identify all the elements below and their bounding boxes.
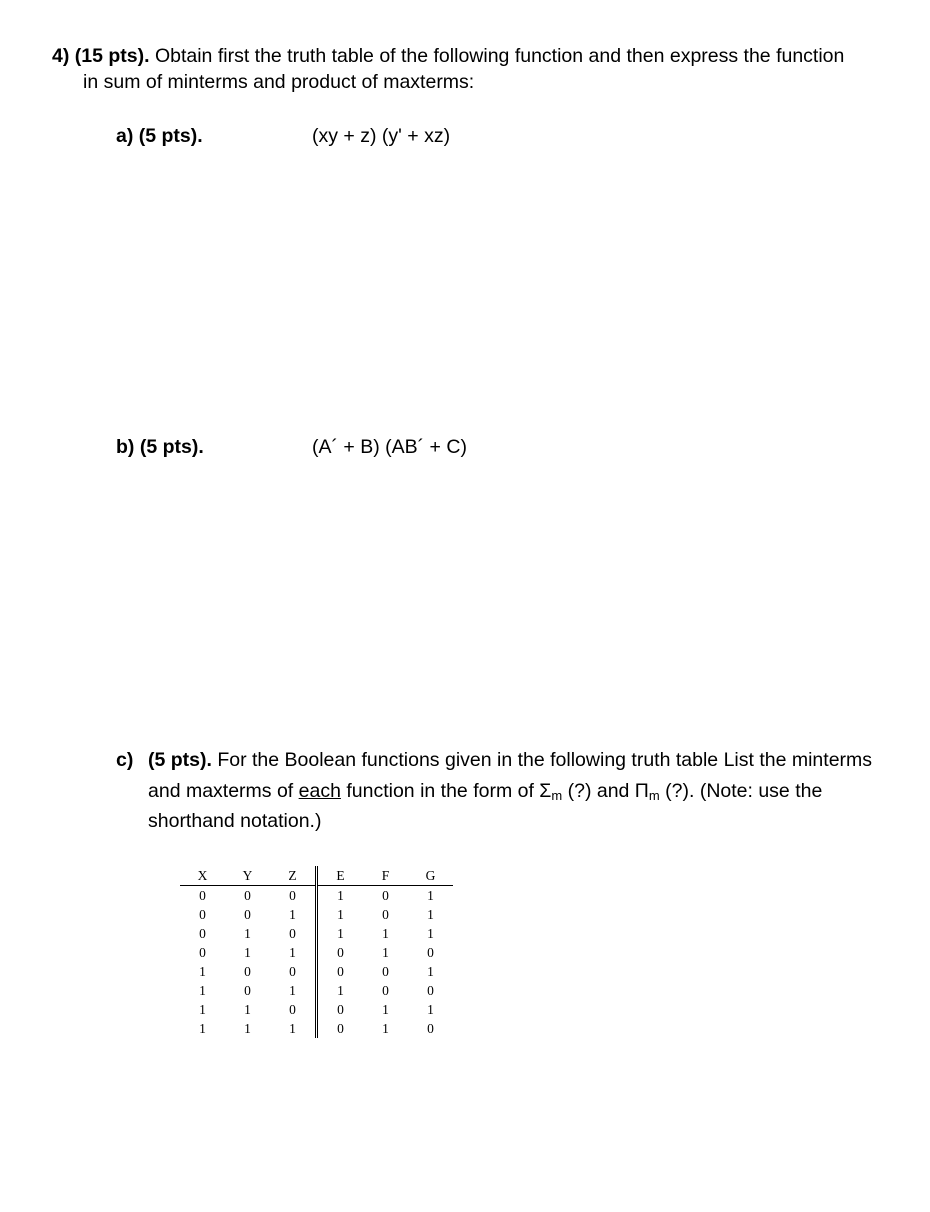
table-row xyxy=(180,981,453,1000)
header-e: E xyxy=(317,866,364,886)
table-cell: 0 xyxy=(317,943,364,962)
table-cell: 1 xyxy=(199,983,206,998)
question-text-line2: in sum of minterms and product of maxterms: xyxy=(83,71,475,93)
table-cell: 1 xyxy=(289,907,296,922)
table-cell: 0 xyxy=(199,926,206,941)
table-cell: 1 xyxy=(427,907,434,922)
table-row xyxy=(180,962,453,981)
table-cell: 0 xyxy=(382,964,389,979)
table-cell: 0 xyxy=(289,926,296,941)
header-x: X xyxy=(180,866,225,886)
part-c-underlined-word: each xyxy=(298,779,341,802)
table-cell: 0 xyxy=(289,888,296,903)
table-cell: 1 xyxy=(289,1021,296,1036)
table-cell: 1 xyxy=(382,1002,389,1017)
part-c-body xyxy=(148,745,906,837)
table-cell: 1 xyxy=(244,1002,251,1017)
question-points: (15 pts). xyxy=(74,45,150,67)
table-cell: 0 xyxy=(382,907,389,922)
table-cell: 0 xyxy=(317,962,364,981)
part-c xyxy=(116,745,906,837)
part-c-text-3: (?) and Π xyxy=(562,779,649,802)
table-row xyxy=(180,943,453,962)
table-cell: 1 xyxy=(199,1021,206,1036)
part-c-label: c) xyxy=(116,749,134,771)
table-cell: 1 xyxy=(317,924,364,943)
table-cell: 1 xyxy=(427,1002,434,1017)
table-cell: 1 xyxy=(199,964,206,979)
header-z: Z xyxy=(270,866,317,886)
table-cell: 1 xyxy=(289,983,296,998)
table-cell: 0 xyxy=(199,907,206,922)
part-c-sub-m1: m xyxy=(551,787,563,803)
question-number: 4) xyxy=(52,45,70,67)
table-cell: 1 xyxy=(382,945,389,960)
question-header xyxy=(52,43,912,95)
table-row xyxy=(180,905,453,924)
table-row xyxy=(180,1000,453,1019)
part-c-text-2: function in the form of Σ xyxy=(340,779,552,802)
table-cell: 1 xyxy=(244,1021,251,1036)
table-cell: 1 xyxy=(317,886,364,906)
part-a-label: a) (5 pts). xyxy=(116,125,203,147)
table-row xyxy=(180,1019,453,1038)
table-cell: 1 xyxy=(382,926,389,941)
part-a-expression: (xy + z) (y' + xz) xyxy=(312,125,451,147)
table-cell: 0 xyxy=(244,964,251,979)
question-text-line1: Obtain first the truth table of the following function and then express the function xyxy=(149,45,845,67)
table-cell: 1 xyxy=(244,945,251,960)
table-cell: 0 xyxy=(199,945,206,960)
table-row xyxy=(180,924,453,943)
part-c-points: (5 pts). xyxy=(148,749,212,771)
table-cell: 0 xyxy=(289,964,296,979)
header-f: F xyxy=(363,866,408,886)
table-cell: 0 xyxy=(199,888,206,903)
truth-table-body xyxy=(180,886,453,1039)
table-cell: 1 xyxy=(427,888,434,903)
table-cell: 0 xyxy=(427,1021,434,1036)
table-cell: 0 xyxy=(289,1002,296,1017)
table-cell: 1 xyxy=(317,981,364,1000)
table-cell: 1 xyxy=(289,945,296,960)
table-cell: 1 xyxy=(317,905,364,924)
table-cell: 0 xyxy=(382,983,389,998)
table-cell: 1 xyxy=(427,926,434,941)
part-b-label: b) (5 pts). xyxy=(116,436,204,458)
table-row xyxy=(180,886,453,906)
table-cell: 1 xyxy=(199,1002,206,1017)
table-cell: 0 xyxy=(244,983,251,998)
table-cell: 1 xyxy=(244,926,251,941)
table-cell: 0 xyxy=(382,888,389,903)
part-c-sub-m2: m xyxy=(648,787,660,803)
table-cell: 1 xyxy=(382,1021,389,1036)
part-c-text-1: For the Boolean functions given in the following truth table List the minterms and maxterms of xyxy=(148,749,873,802)
header-y: Y xyxy=(225,866,270,886)
table-cell: 0 xyxy=(244,888,251,903)
part-c-text-4: (?). (Note: use the shorthand notation.) xyxy=(148,779,823,832)
table-cell: 0 xyxy=(427,945,434,960)
table-cell: 1 xyxy=(427,964,434,979)
part-b-expression: (A´ + B) (AB´ + C) xyxy=(312,436,467,458)
truth-table-header-row xyxy=(180,866,453,886)
header-g: G xyxy=(408,866,453,886)
table-cell: 0 xyxy=(244,907,251,922)
table-cell: 0 xyxy=(427,983,434,998)
table-cell: 0 xyxy=(317,1019,364,1038)
table-cell: 0 xyxy=(317,1000,364,1019)
truth-table xyxy=(180,866,453,1038)
